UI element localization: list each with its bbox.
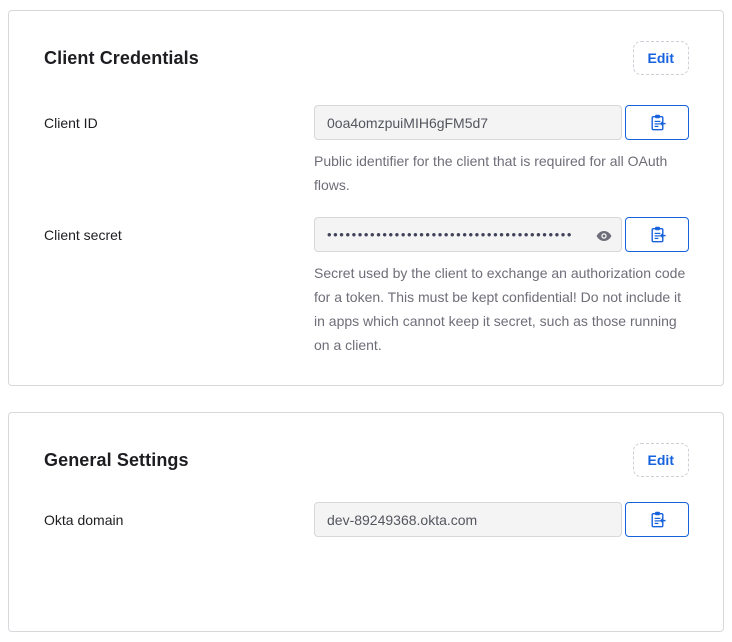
okta-domain-field bbox=[314, 502, 689, 537]
client-id-input[interactable] bbox=[314, 105, 622, 140]
client-id-help-text: Public identifier for the client that is required for all OAuth flows. bbox=[314, 153, 668, 193]
show-secret-eye-icon bbox=[596, 230, 612, 242]
copy-client-secret-button[interactable] bbox=[625, 217, 689, 252]
edit-general-settings-button[interactable]: Edit bbox=[633, 443, 689, 477]
client-secret-field bbox=[314, 217, 689, 357]
client-id-row bbox=[44, 105, 689, 197]
copy-client-id-button[interactable] bbox=[625, 105, 689, 140]
okta-domain-label: Okta domain bbox=[44, 512, 124, 528]
section-title-general-settings: General Settings bbox=[44, 449, 189, 470]
client-secret-input[interactable] bbox=[314, 217, 622, 252]
client-id-label: Client ID bbox=[44, 115, 98, 131]
masked-secret-value: •••••••••••••••••••••••••••••••••••••••• bbox=[327, 227, 574, 242]
copy-to-clipboard-icon bbox=[649, 511, 666, 528]
toggle-secret-visibility-button[interactable] bbox=[592, 228, 612, 242]
section-title-client-credentials: Client Credentials bbox=[44, 47, 199, 68]
edit-client-credentials-button[interactable]: Edit bbox=[633, 41, 689, 75]
client-secret-help-text: Secret used by the client to exchange an authorization code for a token. This must be kept confidential! Do not include it in apps which cannot keep it secret, such as those running on a client. bbox=[314, 265, 686, 353]
client-secret-row bbox=[44, 217, 689, 357]
client-credentials-card bbox=[8, 10, 724, 386]
client-secret-label: Client secret bbox=[44, 227, 122, 243]
client-credentials-header bbox=[44, 41, 689, 75]
general-settings-header bbox=[44, 443, 689, 477]
client-id-field bbox=[314, 105, 689, 197]
general-settings-card bbox=[8, 412, 724, 632]
copy-to-clipboard-icon bbox=[649, 114, 666, 131]
okta-domain-input[interactable] bbox=[314, 502, 622, 537]
copy-to-clipboard-icon bbox=[649, 226, 666, 243]
okta-domain-row bbox=[44, 502, 689, 537]
copy-okta-domain-button[interactable] bbox=[625, 502, 689, 537]
